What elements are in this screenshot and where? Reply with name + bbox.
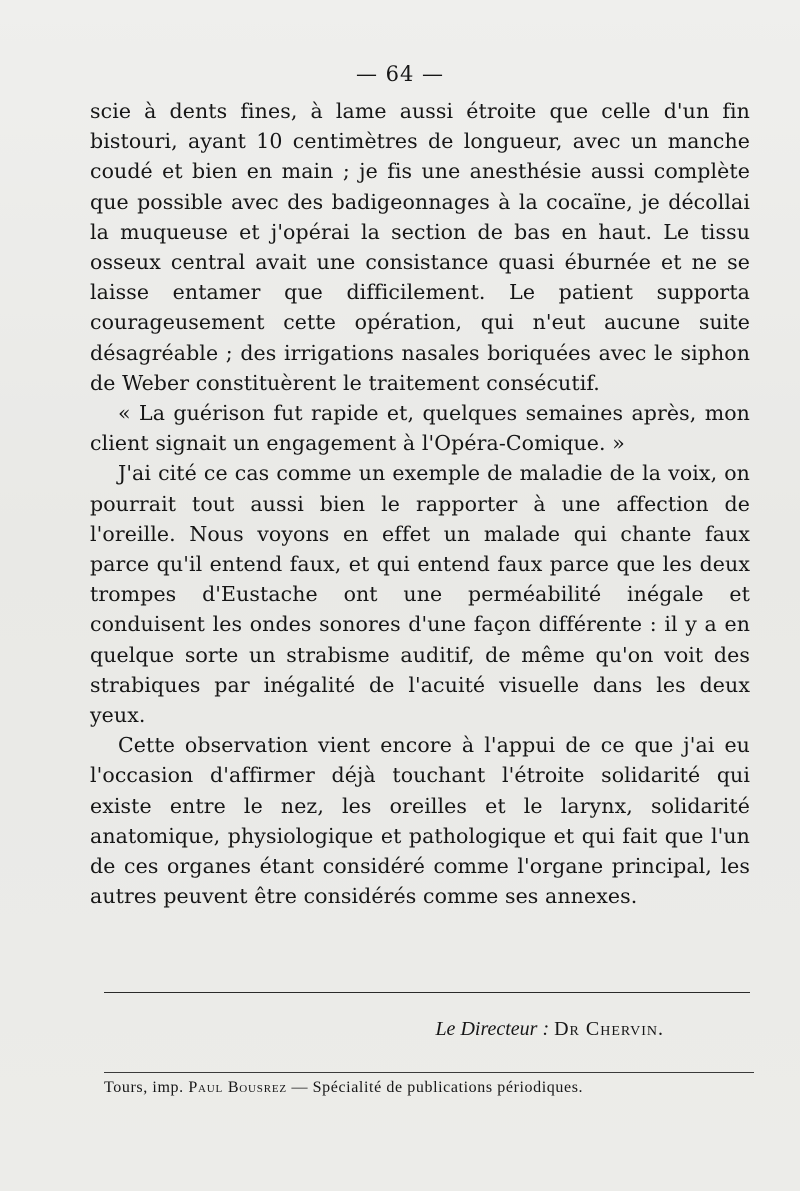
page-number: — 64 — xyxy=(355,62,445,86)
signature-block xyxy=(435,1018,664,1041)
signature-name: Dr Chervin. xyxy=(554,1018,664,1040)
signature-title: Le Directeur : xyxy=(435,1018,550,1040)
body-text xyxy=(90,96,750,911)
footer-divider xyxy=(104,1072,754,1073)
printer-imprint xyxy=(104,1079,754,1097)
paragraph-quote: « La guérison fut rapide et, quelques semaines après, mon client signait un engagement à l'Opéra-Comique. » xyxy=(90,401,750,456)
imprint-place: Tours, imp. xyxy=(104,1079,184,1096)
paragraph-voice-case: J'ai cité ce cas comme un exemple de maladie de la voix, on pourrait tout aussi bien le rapporter à une affection de l'oreille. Nous voyons en effet un malade qui chante faux parce qu'il entend faux, et qui entend faux parce que les deux trompes d'Eustache ont une perméabilité inégale et conduisent les ondes sonores d'une façon différente : il y a en quelque sorte un strabisme auditif, de même qu'on voit des strabiques par inégalité de l'acuité visuelle dans les deux yeux. xyxy=(90,461,750,728)
imprint-description: — Spécialité de publications périodiques. xyxy=(291,1079,584,1096)
section-divider xyxy=(104,992,750,993)
paragraph-continuation: scie à dents fines, à lame aussi étroite que celle d'un fin bistouri, ayant 10 centimètres de longueur, avec un manche coudé et bien en main ; je fis une anesthésie aussi complète que possible avec des badigeonnages à la cocaïne, je décollai la muqueuse et j'opérai la section de bas en haut. Le tissu osseux central avait une consistance quasi éburnée et ne se laisse entamer que difficilement. Le patient supporta courageusement cette opération, qui n'eut aucune suite désagréable ; des irrigations nasales boriquées avec le siphon de Weber constituèrent le traitement consécutif. xyxy=(90,99,750,395)
paragraph-observation: Cette observation vient encore à l'appui de ce que j'ai eu l'occasion d'affirmer déjà touchant l'étroite solidarité qui existe entre le nez, les oreilles et le larynx, solidarité anatomique, physiologique et pathologique et qui fait que l'un de ces organes étant considéré comme l'organe principal, les autres peuvent être considérés comme ses annexes. xyxy=(90,733,750,909)
imprint-printer: Paul Bousrez xyxy=(188,1079,287,1096)
